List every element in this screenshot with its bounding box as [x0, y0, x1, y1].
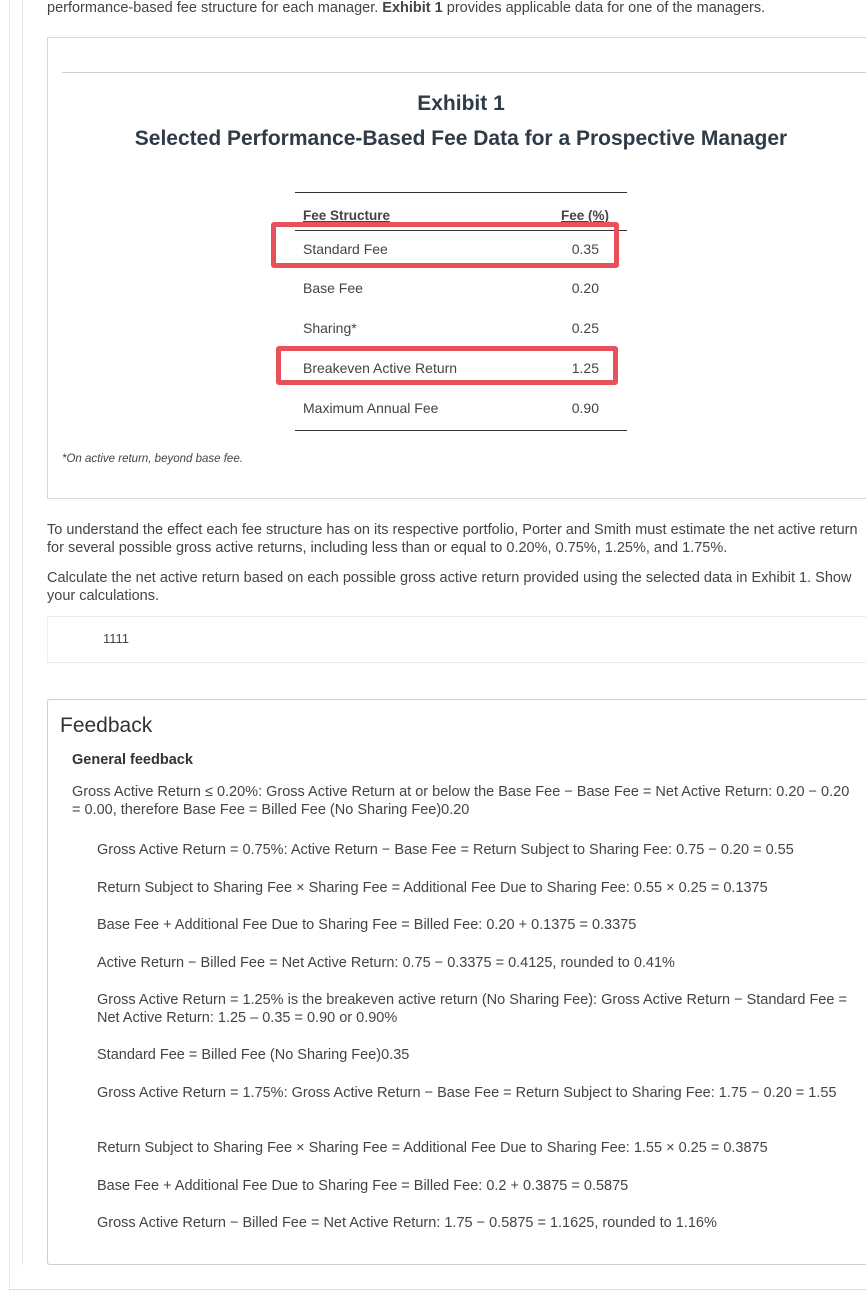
feedback-panel — [47, 699, 866, 1265]
feedback-line: Gross Active Return = 0.75%: Active Return − Base Fee = Return Subject to Sharing Fee: 0.75 − 0.20 = 0.55 — [97, 842, 794, 858]
answer-input[interactable] — [47, 616, 866, 663]
intro-text-start: performance-based fee structure for each manager. — [47, 0, 383, 16]
feedback-line: Standard Fee = Billed Fee (No Sharing Fee)0.35 — [97, 1047, 410, 1063]
table-row-base-fee — [295, 280, 627, 302]
intro-text — [47, 0, 866, 16]
feedback-line: Return Subject to Sharing Fee × Sharing Fee = Additional Fee Due to Sharing Fee: 1.55 × 0.25 = 0.3875 — [97, 1140, 768, 1156]
intro-text-end: provides applicable data for one of the managers. — [442, 0, 766, 16]
feedback-line: Base Fee + Additional Fee Due to Sharing Fee = Billed Fee: 0.20 + 0.1375 = 0.3375 — [97, 917, 637, 933]
row-value: 0.20 — [571, 280, 599, 296]
question-paragraph-1: To understand the effect each fee structure has on its respective portfolio, Porter and Smith must estimate the net active return for several possible gross active returns, including less than or equal to 0.20%, 0.75%, 1.25%, and 1.75%. — [47, 522, 858, 556]
exhibit-subtitle: Selected Performance-Based Fee Data for a Prospective Manager — [134, 127, 788, 150]
exhibit-footnote: *On active return, beyond base fee. — [62, 453, 243, 465]
general-feedback-label: General feedback — [72, 752, 193, 768]
table-row-sharing — [295, 320, 627, 342]
row-label: Base Fee — [303, 280, 363, 296]
feedback-line: Base Fee + Additional Fee Due to Sharing Fee = Billed Fee: 0.2 + 0.3875 = 0.5875 — [97, 1178, 629, 1194]
intro-exhibit-ref: Exhibit 1 — [382, 0, 443, 16]
answer-value: 1111 — [103, 631, 130, 646]
row-value: 1.25 — [571, 360, 599, 376]
exhibit-divider — [62, 72, 866, 73]
table-top-rule — [295, 192, 627, 193]
feedback-line: Gross Active Return = 1.25% is the breakeven active return (No Sharing Fee): Gross Active Return − Standard Fee = Net Active Return: 1.25 – 0.35 = 0.90 or 0.90% — [97, 992, 847, 1026]
exhibit-panel — [47, 37, 866, 499]
feedback-line: Gross Active Return − Billed Fee = Net Active Return: 1.75 − 0.5875 = 1.1625, rounded to 1.16% — [97, 1215, 717, 1231]
feedback-line: Gross Active Return ≤ 0.20%: Gross Active Return at or below the Base Fee − Base Fee = Net Active Return: 0.20 − 0.20 = 0.00, therefore Base Fee = Billed Fee (No Sharing Fee)0.20 — [72, 784, 850, 818]
row-value: 0.25 — [571, 320, 599, 336]
row-value: 0.35 — [571, 241, 599, 257]
table-row-max-annual-fee — [295, 400, 627, 422]
row-value: 0.90 — [571, 400, 599, 416]
feedback-line: Gross Active Return = 1.75%: Gross Active Return − Base Fee = Return Subject to Sharing Fee: 1.75 − 0.20 = 1.55 — [97, 1085, 837, 1101]
feedback-title: Feedback — [60, 714, 153, 737]
highlight-breakeven-return — [276, 346, 618, 385]
feedback-line: Return Subject to Sharing Fee × Sharing Fee = Additional Fee Due to Sharing Fee: 0.55 × 0.25 = 0.1375 — [97, 880, 768, 896]
row-label: Breakeven Active Return — [303, 360, 458, 376]
highlight-standard-fee — [271, 222, 619, 268]
row-label: Standard Fee — [303, 241, 388, 257]
page-bottom-border — [9, 1289, 866, 1290]
header-fee-structure: Fee Structure — [303, 208, 391, 223]
row-label: Sharing* — [303, 320, 357, 336]
table-bottom-rule — [295, 430, 627, 431]
question-paragraph-2: Calculate the net active return based on each possible gross active return provided using the selected data in Exhibit 1. Show your calculations. — [47, 570, 852, 604]
exhibit-title: Exhibit 1 — [417, 92, 505, 115]
page-left-border — [9, 0, 10, 1292]
row-label: Maximum Annual Fee — [303, 400, 439, 416]
feedback-line: Active Return − Billed Fee = Net Active Return: 0.75 − 0.3375 = 0.4125, rounded to 0.41% — [97, 955, 675, 971]
content-left-border — [22, 0, 23, 1265]
header-fee-percent: Fee (%) — [560, 208, 609, 223]
